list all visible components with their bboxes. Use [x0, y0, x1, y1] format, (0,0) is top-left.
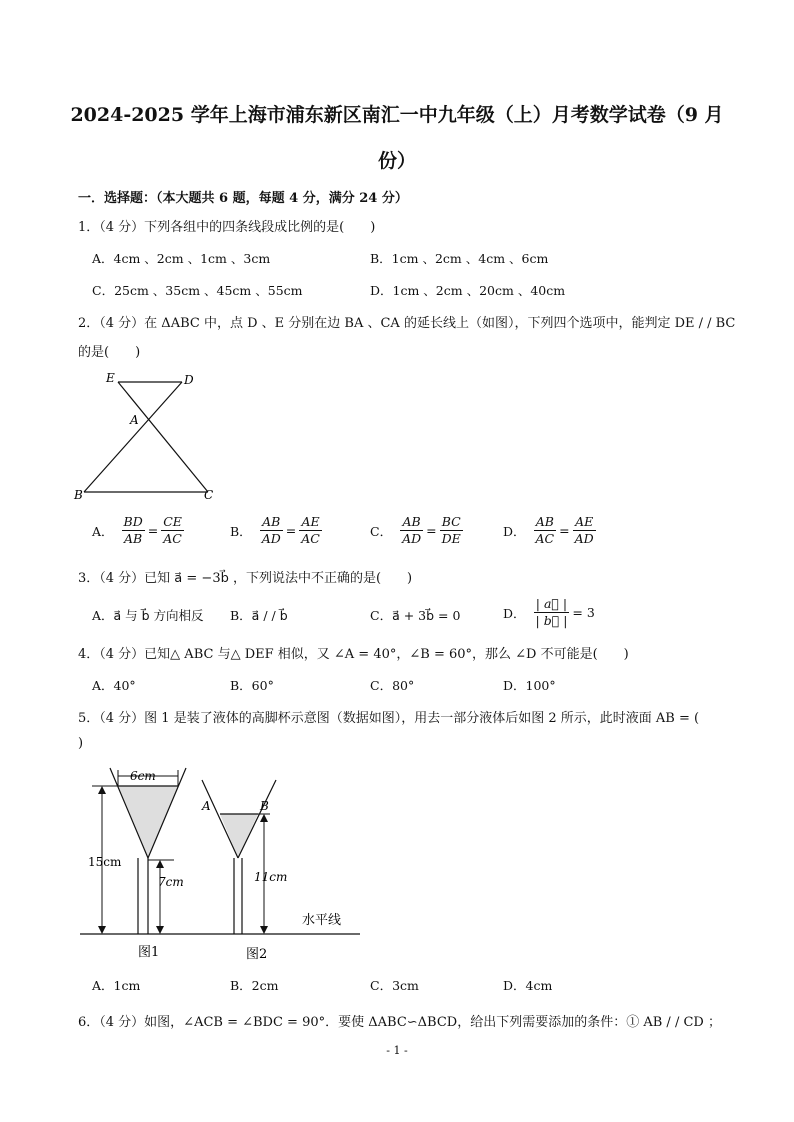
frac-den: AD — [261, 531, 281, 546]
frac-num: CE — [163, 514, 182, 529]
section-heading: 一．选择题：（本大题共 6 题，每题 4 分，满分 24 分） — [78, 191, 408, 206]
q4-stem: 4．（4 分）已知△ ABC 与△ DEF 相似，又 ∠A = 40°，∠B = 60°，那么 ∠D 不可能是( ) — [78, 647, 629, 662]
q2-option-d — [503, 514, 596, 547]
label-15cm: 15cm — [88, 855, 122, 869]
segment-db — [84, 382, 182, 492]
label-b: B — [260, 799, 269, 813]
exam-title-line1: 2024-2025 学年上海市浦东新区南汇一中九年级（上）月考数学试卷（9 月 — [70, 104, 724, 126]
q1-option-a: A．4cm 、2cm 、1cm 、3cm — [92, 251, 271, 266]
q3-option-a: A．a⃗ 与 b⃗ 方向相反 — [92, 608, 204, 623]
q2-option-a — [92, 514, 184, 547]
q3-option-d — [503, 596, 598, 629]
q1-option-b: B．1cm 、2cm 、4cm 、6cm — [370, 251, 549, 266]
q2-option-b — [230, 514, 322, 547]
frac-num: | a⃗ | — [534, 596, 570, 613]
q1-stem: 1．（4 分）下列各组中的四条线段成比例的是( ) — [78, 220, 376, 235]
exam-title-line2: 份） — [377, 150, 416, 172]
dim15-arrow-up — [98, 786, 106, 794]
q5-option-c: C．3cm — [370, 978, 419, 993]
label-a: A — [130, 413, 139, 427]
frac-den: AC — [163, 531, 182, 546]
q3-option-b: B．a⃗ / / b⃗ — [230, 608, 288, 623]
q3-option-c: C．a⃗ + 3b⃗ = 0 — [370, 608, 461, 623]
label-d: D — [184, 373, 194, 387]
q5-stem-line1: 5．（4 分）图 1 是装了液体的高脚杯示意图（数据如图），用去一部分液体后如图 2 所示，此时液面 AB = ( — [78, 711, 700, 726]
label-horizon: 水平线 — [302, 913, 342, 928]
q2-triangle-figure — [70, 368, 230, 504]
label-b: B — [74, 488, 83, 502]
q5-option-b: B．2cm — [230, 978, 279, 993]
frac-den: AB — [124, 531, 143, 546]
frac-num: AB — [260, 514, 283, 531]
label-fig1: 图1 — [138, 945, 160, 960]
q2-option-c-letter: C． — [370, 523, 393, 539]
q4-option-b: B．60° — [230, 678, 274, 693]
label-c: C — [204, 488, 214, 502]
frac-num: AB — [534, 514, 557, 531]
q6-stem: 6．（4 分）如图，∠ACB = ∠BDC = 90°．要使 ΔABC∽ΔBCD，给出下列需要添加的条件：① AB / / CD ； — [78, 1015, 721, 1030]
frac-den: | b⃗ | — [535, 613, 568, 628]
liquid-fill-fig1 — [118, 786, 178, 858]
frac-den: AC — [535, 531, 555, 546]
dim15-arrow-down — [98, 926, 106, 934]
liquid-fill-fig2 — [220, 814, 258, 858]
frac-num: AE — [299, 514, 322, 531]
frac-num: AB — [400, 514, 423, 531]
equals-sign: = — [559, 523, 570, 538]
label-11cm: 11cm — [254, 870, 288, 884]
q5-option-d: D．4cm — [503, 978, 553, 993]
q4-option-c: C．80° — [370, 678, 415, 693]
label-7cm: 7cm — [158, 875, 184, 889]
q1-option-c: C．25cm 、35cm 、45cm 、55cm — [92, 283, 303, 298]
frac-den: AD — [402, 531, 422, 546]
dim7-arrow-down — [156, 926, 164, 934]
q1-option-d: D．1cm 、2cm 、20cm 、40cm — [370, 283, 566, 298]
label-e: E — [106, 371, 115, 385]
page-number: - 1 - — [386, 1044, 408, 1057]
q3-option-d-letter: D． — [503, 605, 526, 621]
frac-num: BC — [440, 514, 463, 531]
equals-sign: = — [285, 523, 297, 538]
equals-sign: = — [426, 523, 437, 538]
q5-stem-line2: ) — [78, 736, 84, 751]
q2-stem-line2: 的是( ) — [78, 345, 141, 360]
dim7-arrow-up — [156, 860, 164, 868]
segment-ec — [118, 382, 208, 492]
q5-option-a: A．1cm — [92, 978, 141, 993]
q2-option-a-letter: A． — [92, 523, 114, 539]
label-a: A — [202, 799, 211, 813]
frac-den: AD — [574, 531, 594, 546]
label-6cm: 6cm — [130, 769, 156, 783]
q2-option-c — [370, 514, 463, 547]
frac-den: DE — [441, 531, 461, 546]
q2-stem-line1: 2．（4 分）在 ΔABC 中，点 D 、E 分别在边 BA 、CA 的延长线上（如图），下列四个选项中，能判定 DE / / BC — [78, 316, 736, 331]
q2-option-d-letter: D． — [503, 523, 526, 539]
q4-option-d: D．100° — [503, 678, 556, 693]
frac-num: BD — [123, 514, 143, 529]
q3-option-d-rhs: = 3 — [572, 605, 595, 620]
frac-den: AC — [301, 531, 320, 546]
dim11-arrow-up — [260, 814, 268, 822]
dim11-arrow-down — [260, 926, 268, 934]
q3-stem: 3．（4 分）已知 a⃗ = −3b⃗ ，下列说法中不正确的是( ) — [78, 571, 413, 586]
frac-num: AE — [573, 514, 596, 531]
equals-sign: = — [147, 523, 159, 538]
q4-option-a: A．40° — [92, 678, 136, 693]
label-fig2: 图2 — [246, 947, 268, 962]
q2-option-b-letter: B． — [230, 523, 252, 539]
q5-goblet-figure — [70, 762, 370, 968]
